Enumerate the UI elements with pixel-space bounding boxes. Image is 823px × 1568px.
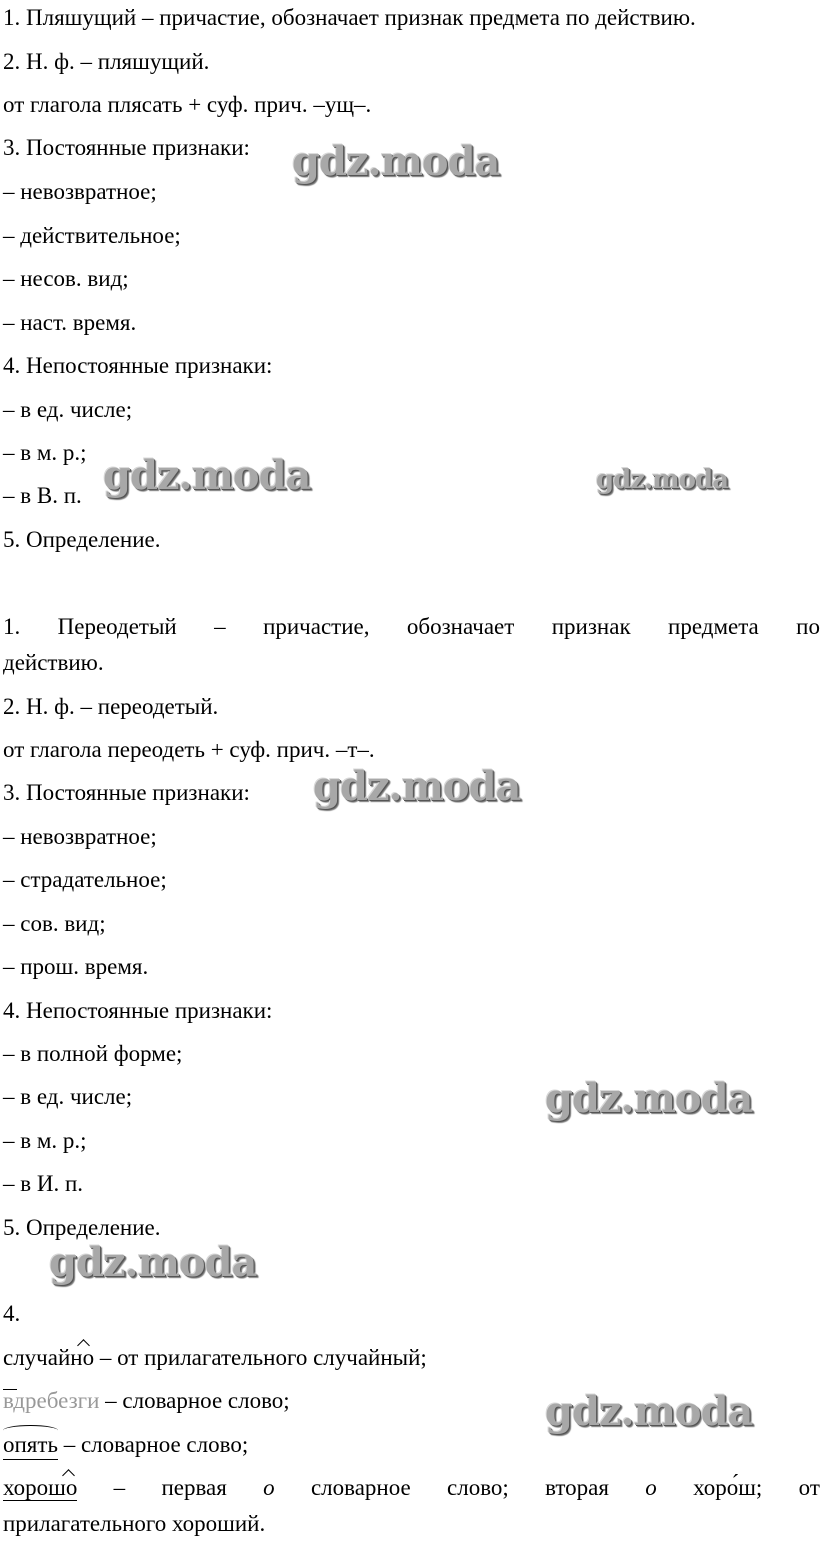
word: предмета [668,614,759,639]
text-line: 5. Определение. [3,1215,161,1240]
text-line: – в В. п. [3,483,82,508]
text-line: – в полной форме; [3,1041,183,1066]
text-line [3,1387,290,1415]
morpheme-marked-word: вдребезги [3,1388,100,1413]
watermark: gdz.moda [103,452,311,499]
text-line: 4. [3,1301,21,1326]
text-line: – сов. вид; [3,911,106,936]
morpheme-marked-word: хорошо [3,1475,78,1500]
text-line: – несов. вид; [3,266,129,291]
text-line: – страдательное; [3,867,167,892]
text-line: – невозвратное; [3,824,157,849]
text-line: – наст. время. [3,310,137,335]
text-line: 4. Непостоянные признаки: [3,998,273,1023]
watermark: gdz.moda [545,1075,753,1122]
word: 1. [3,614,21,639]
word: слово; [447,1475,509,1500]
text-span: – словарное слово; [99,1388,290,1413]
watermark: gdz.moda [313,763,521,810]
morpheme-marked-word: опять [3,1431,58,1460]
text-line: 3. Постоянные признаки: [3,135,250,160]
word: причастие, [263,614,370,639]
word: по [796,614,820,639]
text-line: – в И. п. [3,1171,84,1196]
text-line-justified [3,613,820,641]
text-line: действию. [3,650,104,675]
text-line: 1. Пляшущий – причастие, обозначает признак предмета по действию. [3,5,696,30]
text-line: – действительное; [3,223,181,248]
watermark: gdz.moda [49,1239,257,1286]
text-line: 2. Н. ф. – пляшущий. [3,49,210,74]
word: – [113,1475,126,1500]
text-line: 5. Определение. [3,527,161,552]
word: – [214,614,226,639]
text-line: 2. Н. ф. – переодетый. [3,694,219,719]
text-line: прилагательного хороший. [3,1511,266,1536]
text-line: – в м. р.; [3,440,87,465]
word: обозначает [406,614,515,639]
text-line-justified [3,1474,820,1502]
text-span: – словарное слово; [57,1432,249,1457]
text-line: – невозвратное; [3,179,157,204]
text-line [3,1344,427,1372]
text-line: – в ед. числе; [3,397,133,422]
word: от [798,1475,820,1500]
watermark: gdz.moda [292,138,500,185]
text-line [3,1431,248,1460]
word: первая [161,1475,227,1500]
text-line: 3. Постоянные признаки: [3,780,250,805]
word-italic: о [645,1475,657,1500]
word: признак [551,614,631,639]
text-line: – прош. время. [3,954,149,979]
watermark: gdz.moda [596,465,729,495]
text-line: от глагола переодеть + суф. прич. –т–. [3,737,375,762]
word-italic: о [263,1475,275,1500]
word: вторая [545,1475,609,1500]
text-line: – в м. р.; [3,1128,87,1153]
morpheme-marked-word: случайно [3,1345,95,1370]
word: Переодетый [57,614,177,639]
text-span: – от прилагательного случайный; [94,1345,427,1370]
text-line: от глагола плясать + суф. прич. –ущ–. [3,92,372,117]
word: хоро́ш; [693,1475,763,1500]
text-line: – в ед. числе; [3,1084,133,1109]
word: словарное [310,1475,411,1500]
watermark: gdz.moda [545,1388,753,1435]
text-line: 4. Непостоянные признаки: [3,353,273,378]
